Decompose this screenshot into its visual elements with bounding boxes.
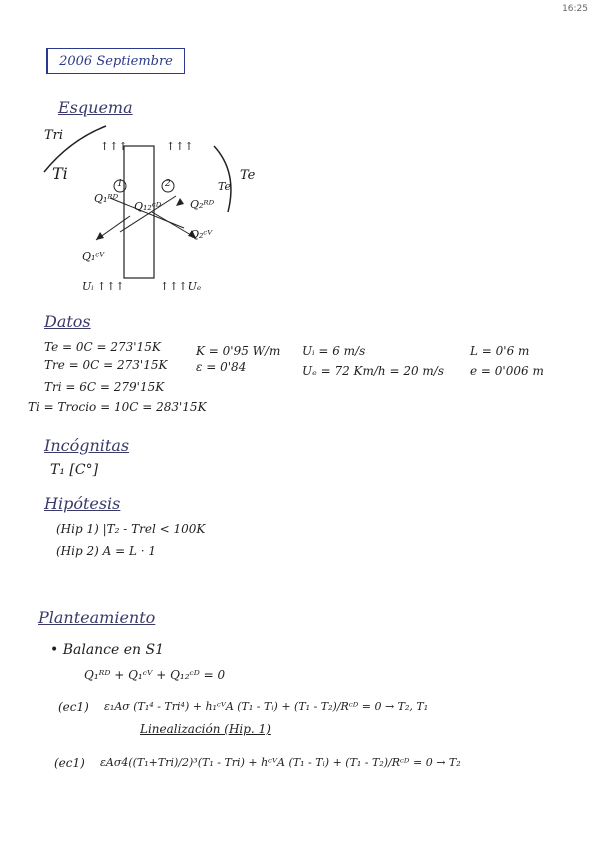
- label-ui: Uᵢ ↑↑↑: [82, 280, 125, 293]
- dato-k: K = 0'95 W/m: [196, 344, 281, 358]
- ec1b-label: (ec1): [54, 756, 85, 770]
- label-q-cond-12: Q₁₂ᶜᴰ: [134, 200, 162, 213]
- label-q-rad-1: Q₁ᴿᴰ: [94, 192, 119, 205]
- ec1-label: (ec1): [58, 700, 89, 714]
- label-ti: Ti: [52, 164, 68, 183]
- heading-datos: Datos: [44, 312, 91, 331]
- equation-sum: Q₁ᴿᴰ + Q₁ᶜⱽ + Q₁₂ᶜᴰ = 0: [84, 668, 226, 682]
- dato-tre: Tre = 0C = 273'15K: [44, 358, 168, 372]
- dato-te: Te = 0C = 273'15K: [44, 340, 161, 354]
- dato-ti: Ti = Trocio = 10C = 283'15K: [28, 400, 207, 414]
- page-number: 16:25: [562, 4, 588, 14]
- outer-boundary-curve: [214, 146, 231, 212]
- arrows-top-right: ↑↑↑: [166, 140, 194, 153]
- balance-line: • Balance en S1: [50, 642, 165, 658]
- dato-ue: Uₑ = 72 Km/h = 20 m/s: [302, 364, 444, 378]
- label-q-conv-1: Q₁ᶜⱽ: [82, 250, 105, 263]
- label-ue: ↑↑↑Uₑ: [160, 280, 202, 293]
- label-te-inner: Te: [218, 180, 231, 193]
- heading-incognitas: Incógnitas: [44, 436, 130, 455]
- dato-eps: ε = 0'84: [196, 360, 247, 374]
- heading-esquema: Esquema: [58, 98, 133, 117]
- date-label: 2006 Septiembre: [46, 48, 185, 74]
- linealizacion-note: Linealización (Hip. 1): [140, 722, 271, 736]
- dato-l: L = 0'6 m: [470, 344, 530, 358]
- label-tri: Tri: [44, 128, 64, 143]
- node-2: 2: [165, 179, 171, 189]
- heading-planteamiento: Planteamiento: [38, 608, 156, 627]
- hipotesis-1: (Hip 1) |T₂ - Trel < 100K: [56, 522, 206, 536]
- node-1: 1: [117, 179, 123, 189]
- label-q-conv-2: Q₂ᶜⱽ: [190, 228, 213, 241]
- label-te-outer: Te: [240, 168, 256, 183]
- incognita-t1: T₁ [C°]: [50, 462, 99, 478]
- dato-tri: Tri = 6C = 279'15K: [44, 380, 165, 394]
- ec1b-body: εAσ4((T₁+Tri)/2)³(T₁ - Tri) + hᶜⱽA (T₁ - Tᵢ) + (T₁ - T₂)/Rᶜᴰ = 0 → T₂: [100, 756, 461, 769]
- label-q-rad-2: Q₂ᴿᴰ: [190, 198, 215, 211]
- ec1-body: ε₁Aσ (T₁⁴ - Tri⁴) + h₁ᶜⱽA (T₁ - Tᵢ) + (T₁ - T₂)/Rᶜᴰ = 0 → T₂, T₁: [104, 700, 429, 713]
- arrows-top-left: ↑↑↑: [100, 140, 128, 153]
- dato-e: e = 0'006 m: [470, 364, 544, 378]
- dato-ui: Uᵢ = 6 m/s: [302, 344, 366, 358]
- hipotesis-2: (Hip 2) A = L · 1: [56, 544, 157, 558]
- heading-hipotesis: Hipótesis: [44, 494, 121, 513]
